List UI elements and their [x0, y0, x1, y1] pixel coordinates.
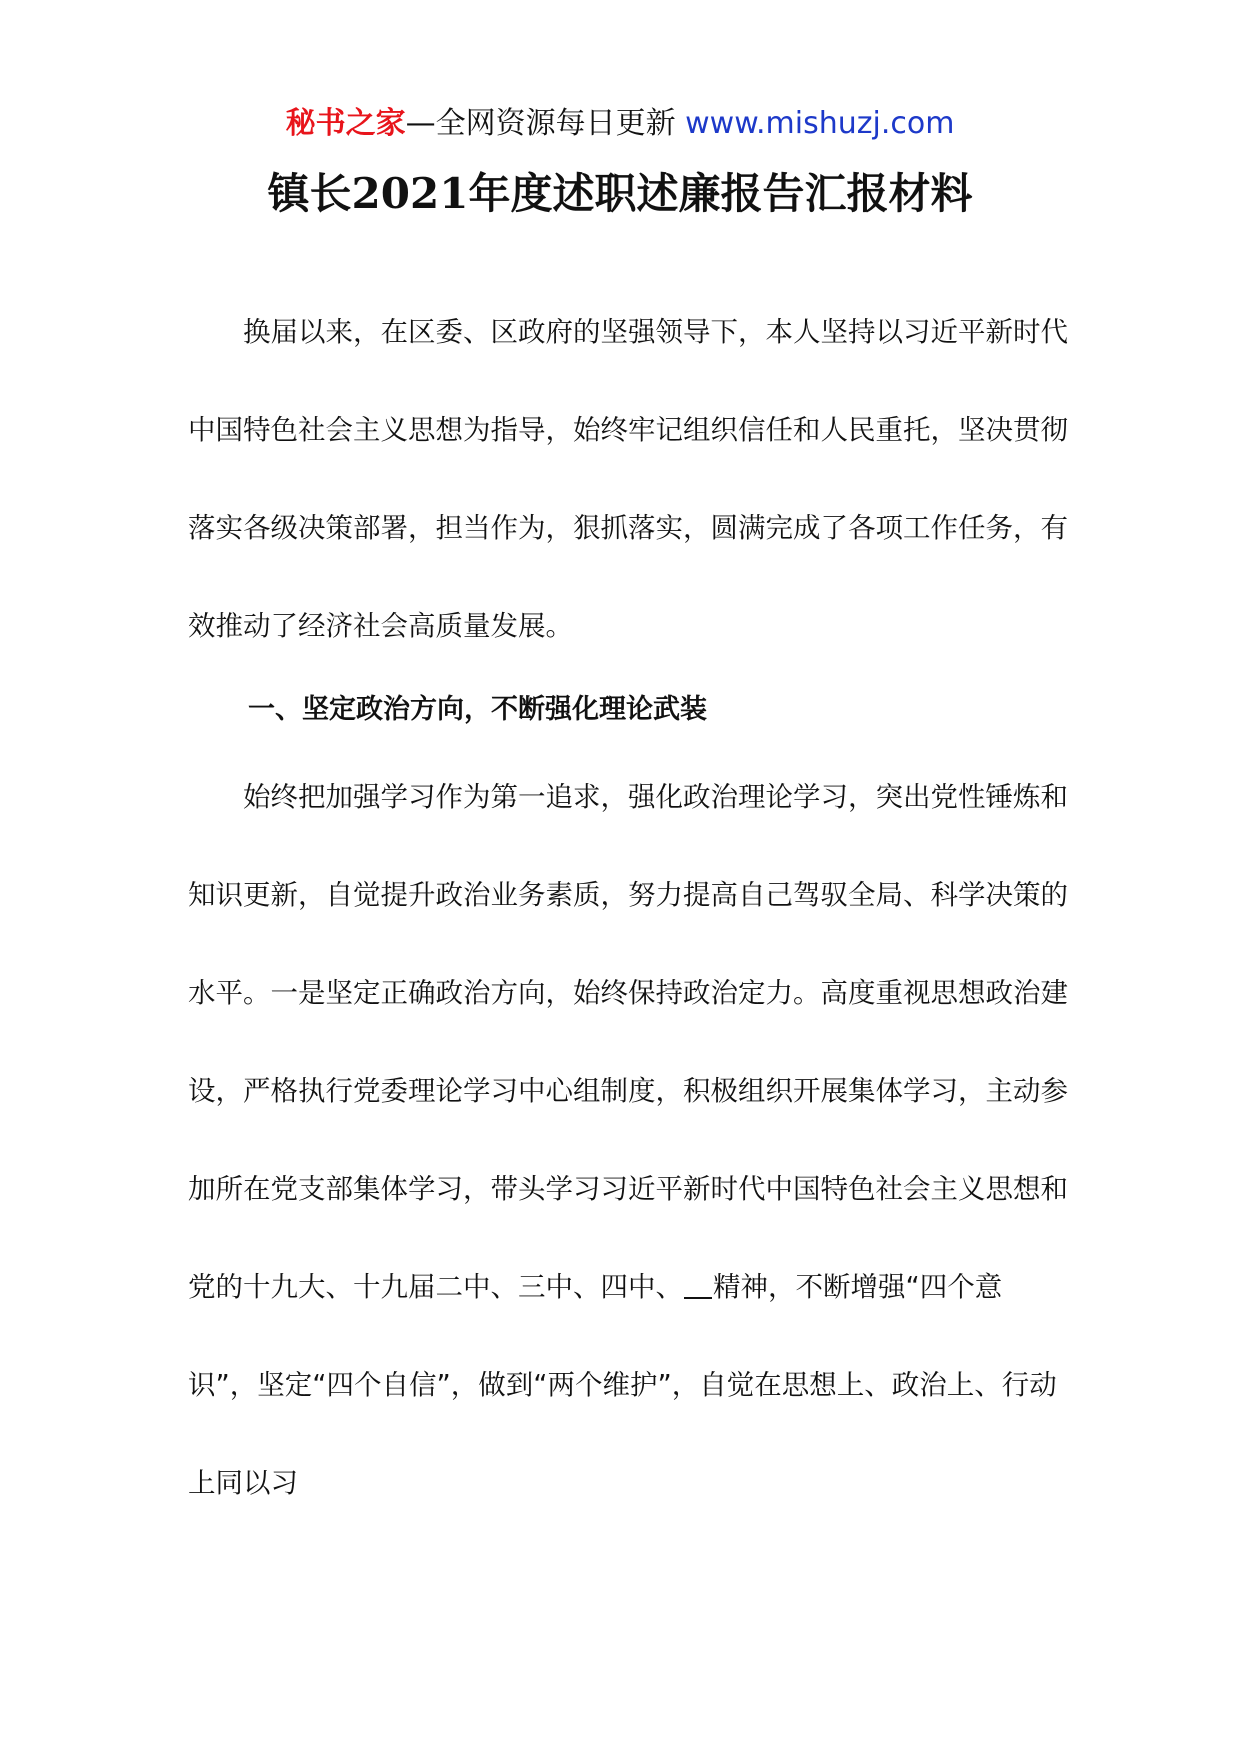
- redacted-blank: [684, 1269, 712, 1299]
- paragraph-intro: 换届以来，在区委、区政府的坚强领导下，本人坚持以习近平新时代中国特色社会主义思想为指导，始终牢记组织信任和人民重托，坚决贯彻落实各级决策部署，担当作为，狠抓落实，圆满完成了各项工作任务，有效推动了经济社会高质量发展。: [188, 316, 1068, 642]
- brand-name: 秘书之家: [285, 106, 406, 141]
- site-tagline: —全网资源每日更新: [405, 106, 686, 141]
- paragraph-text-part-1: 始终把加强学习作为第一追求，强化政治理论学习，突出党性锤炼和知识更新，自觉提升政治业务素质，努力提高自己驾驭全局、科学决策的水平。一是坚定正确政治方向，始终保持政治定力。高度重视思想政治建设，严格执行党委理论学习中心组制度，积极组织开展集体学习，主动参加所在党支部集体学习，带头学习习近平新时代中国特色社会主义思想和党的十九大、十九届二中、三中、四中、: [188, 781, 1068, 1303]
- site-url-link[interactable]: www.mishuzj.com: [685, 106, 955, 141]
- paragraph-text-part-2: 精神，不断增强“四个意识”，坚定“四个自信”，做到“两个维护”，自觉在思想上、政治上、行动上同以习: [188, 1271, 1057, 1499]
- site-header: [0, 104, 1240, 144]
- paragraph-section-1: [188, 748, 1068, 1532]
- section-heading-1: 一、坚定政治方向，不断强化理论武装: [248, 694, 707, 725]
- document-title: 镇长2021年度述职述廉报告汇报材料: [267, 169, 973, 218]
